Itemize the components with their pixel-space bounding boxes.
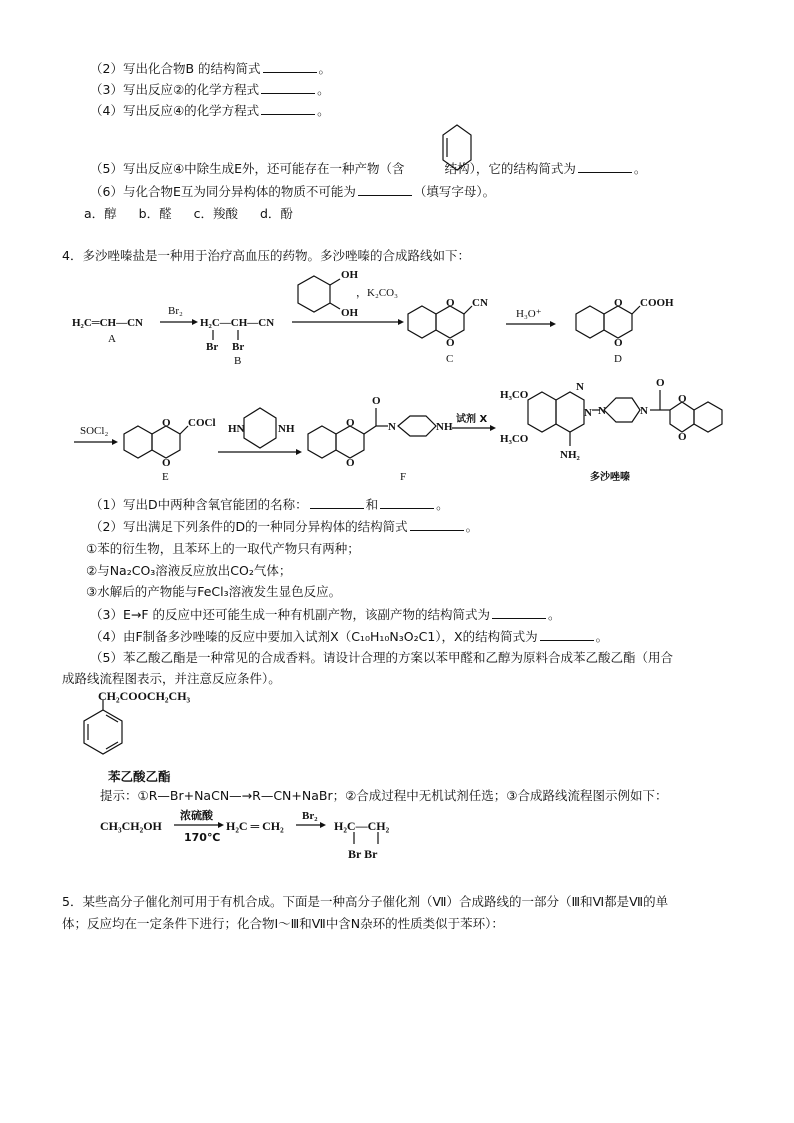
- q3-part2: （2）写出化合物B 的结构简式 。: [90, 61, 332, 76]
- svg-text:N: N: [584, 407, 592, 419]
- svg-text:H₂C═CH—CN: H₂C═CH—CN: [72, 317, 143, 329]
- svg-text:O: O: [614, 297, 623, 309]
- svg-text:Br: Br: [206, 341, 219, 353]
- svg-text:O: O: [372, 395, 381, 407]
- svg-text:N: N: [640, 405, 648, 417]
- answer-blank[interactable]: [578, 160, 632, 173]
- q4-part5-line1: （5）苯乙酸乙酯是一种常见的合成香料。请设计合理的方案以苯甲醛和乙醇为原料合成苯乙酸乙酯（用合: [90, 650, 673, 665]
- answer-blank[interactable]: [380, 496, 434, 509]
- answer-blank[interactable]: [540, 628, 594, 641]
- benzene-ring-structure: [78, 700, 128, 762]
- q3-part3: （3）写出反应②的化学方程式 。: [90, 82, 330, 97]
- svg-text:O: O: [446, 337, 455, 349]
- example-condition-top: 浓硫酸: [180, 809, 213, 822]
- svg-text:N: N: [576, 381, 584, 393]
- svg-text:Br: Br: [232, 341, 245, 353]
- ester-formula: CH₂COOCH₂CH₃: [98, 689, 191, 703]
- svg-text:D: D: [614, 353, 622, 365]
- example-arrow-2: [296, 820, 326, 830]
- svg-text:F: F: [400, 471, 407, 483]
- example-bonds: [334, 832, 394, 846]
- svg-text:H₃O⁺: H₃O⁺: [516, 308, 542, 320]
- svg-text:O: O: [162, 417, 171, 429]
- svg-text:O: O: [346, 417, 355, 429]
- svg-text:O: O: [446, 297, 455, 309]
- svg-text:NH₂: NH₂: [560, 449, 580, 461]
- svg-text:H₃CO: H₃CO: [500, 433, 529, 445]
- option-c: c．羧酸: [193, 206, 238, 221]
- svg-text:OH: OH: [341, 307, 359, 319]
- example-ethylene: H₂C ═ CH₂: [226, 819, 284, 833]
- q3-part5: （5）写出反应④中除生成E外，还可能存在一种产物（含 结构），它的结构简式为 。: [90, 161, 647, 176]
- answer-blank[interactable]: [310, 496, 364, 509]
- example-ethanol: CH₃CH₂OH: [100, 819, 162, 833]
- q5-line2: 体；反应均在一定条件下进行；化合物Ⅰ～Ⅲ和Ⅶ中含N杂环的性质类似于苯环）：: [62, 916, 504, 931]
- answer-blank[interactable]: [261, 102, 315, 115]
- q4-condition-2: ②与Na₂CO₃溶液反应放出CO₂气体；: [86, 563, 292, 578]
- svg-text:CN: CN: [472, 297, 488, 309]
- svg-text:NH: NH: [278, 423, 295, 435]
- example-condition-bottom: 170℃: [184, 831, 221, 844]
- svg-text:B: B: [234, 355, 242, 367]
- svg-text:试剂 X: 试剂 X: [456, 414, 488, 425]
- q3-part6: （6）与化合物E互为同分异构体的物质不可能为 （填写字母）。: [90, 184, 496, 199]
- svg-text:C: C: [446, 353, 454, 365]
- svg-text:，K₂CO₃: ，K₂CO₃: [356, 287, 398, 299]
- q5-line1: 5．某些高分子催化剂可用于有机合成。下面是一种高分子催化剂（Ⅶ）合成路线的一部分（Ⅲ和Ⅵ都是Ⅶ的单: [62, 894, 669, 909]
- svg-text:O: O: [678, 393, 687, 405]
- q4-part2: （2）写出满足下列条件的D的一种同分异构体的结构简式 。: [90, 519, 479, 534]
- svg-text:O: O: [614, 337, 623, 349]
- q4-part1: （1）写出D中两种含氧官能团的名称： 和 。: [90, 497, 449, 512]
- svg-text:O: O: [656, 377, 665, 389]
- svg-text:OH: OH: [341, 269, 359, 281]
- ester-name: 苯乙酸乙酯: [108, 769, 171, 784]
- example-bromines: Br Br: [348, 847, 378, 861]
- option-d: d．酚: [259, 206, 293, 221]
- svg-text:SOCl₂: SOCl₂: [80, 425, 109, 437]
- svg-text:O: O: [162, 457, 171, 469]
- q4-condition-1: ①苯的衍生物，且苯环上的一取代产物只有两种；: [86, 541, 360, 556]
- svg-text:多沙唑嗪: 多沙唑嗪: [590, 472, 630, 483]
- q4-part4: （4）由F制备多沙唑嗪的反应中要加入试剂X（C₁₀H₁₀N₃O₂C1），X的结构简式为 。: [90, 629, 609, 644]
- answer-blank[interactable]: [263, 60, 317, 73]
- svg-text:N: N: [388, 421, 396, 433]
- svg-text:COOH: COOH: [640, 297, 674, 309]
- q4-condition-3: ③水解后的产物能与FeCl₃溶液发生显色反应。: [86, 584, 342, 599]
- q3-options: [84, 206, 293, 222]
- q3-part4: （4）写出反应④的化学方程式 。: [90, 103, 330, 118]
- svg-text:NH: NH: [436, 421, 453, 433]
- q4-part3: （3）E→F 的反应中还可能生成一种有机副产物，该副产物的结构简式为 。: [90, 607, 561, 622]
- svg-text:Br₂: Br₂: [168, 305, 183, 317]
- svg-text:A: A: [108, 333, 116, 345]
- svg-text:HN: HN: [228, 423, 245, 435]
- option-a: a．醇: [84, 206, 117, 221]
- svg-text:H₃CO: H₃CO: [500, 389, 529, 401]
- svg-text:N: N: [598, 405, 606, 417]
- answer-blank[interactable]: [261, 81, 315, 94]
- answer-blank[interactable]: [358, 183, 412, 196]
- svg-text:E: E: [162, 471, 169, 483]
- answer-blank[interactable]: [410, 518, 464, 531]
- svg-text:O: O: [346, 457, 355, 469]
- q4-part5-line2: 成路线流程图表示，并注意反应条件）。: [62, 671, 281, 686]
- svg-text:H₂C—CH—CN: H₂C—CH—CN: [200, 317, 275, 329]
- option-b: b．醛: [138, 206, 172, 221]
- svg-text:O: O: [678, 431, 687, 443]
- svg-text:COCl: COCl: [188, 417, 216, 429]
- example-reagent: Br₂: [302, 810, 318, 822]
- synthesis-scheme: [60, 262, 750, 492]
- q4-intro: 4．多沙唑嗪盐是一种用于治疗高血压的药物。多沙唑嗪的合成路线如下：: [62, 248, 470, 263]
- q4-hint: 提示：①R—Br+NaCN—→R—CN+NaBr；②合成过程中无机试剂任选；③合成路线流程图示例如下：: [100, 788, 668, 803]
- example-arrow-1: [174, 820, 224, 830]
- example-dibromoethane: H₂C—CH₂: [334, 819, 390, 833]
- answer-blank[interactable]: [492, 606, 546, 619]
